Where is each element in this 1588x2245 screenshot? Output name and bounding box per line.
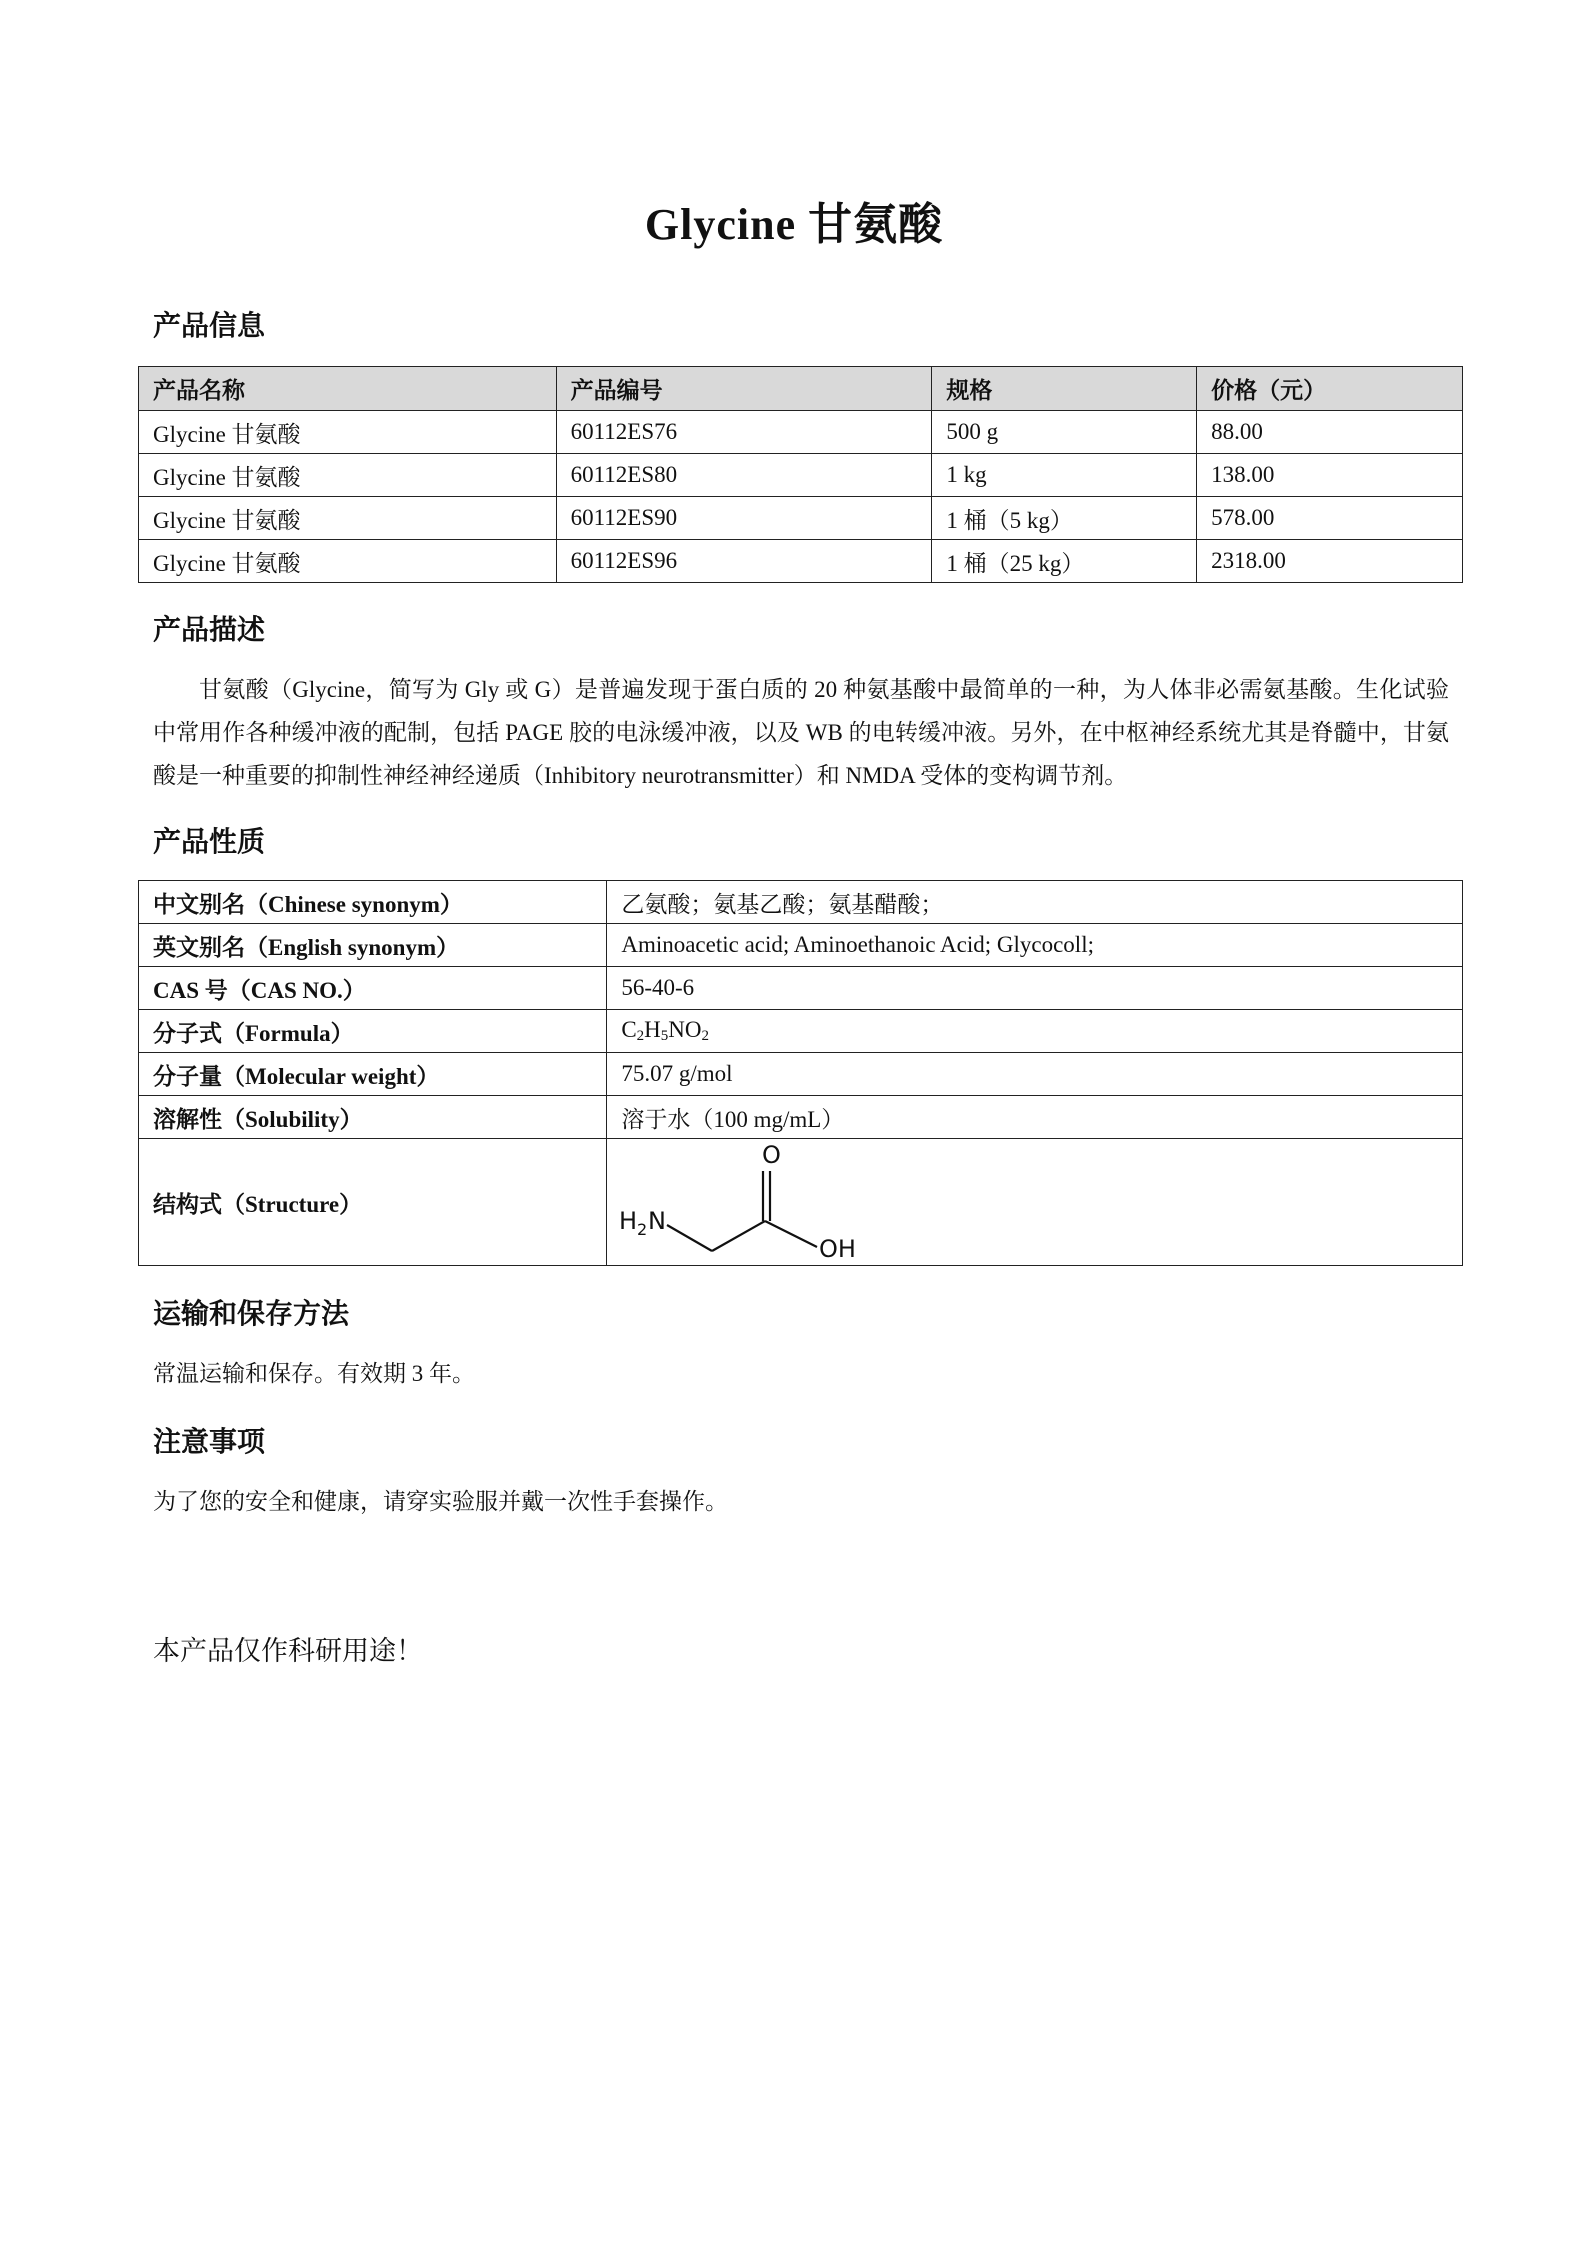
table-row <box>139 540 1463 583</box>
oh-label: OH <box>819 1235 857 1263</box>
cell-spec: 1 桶（25 kg） <box>932 540 1197 583</box>
cell-spec: 1 桶（5 kg） <box>932 497 1197 540</box>
description-paragraph: 甘氨酸（Glycine，简写为 Gly 或 G）是普遍发现于蛋白质的 20 种氨基酸中最简单的一种，为人体非必需氨基酸。生化试验中常用作各种缓冲液的配制，包括 PAGE 胶的电泳缓冲液，以及 WB 的电转缓冲液。另外，在中枢神经系统尤其是脊髓中，甘氨酸是一种重要的抑制性神经神经递质（Inhibitory neurotransmitter）和 NMDA 受体的变构调节剂。 <box>153 677 1449 788</box>
cell-name: Glycine 甘氨酸 <box>139 497 557 540</box>
table-row <box>139 1010 1463 1053</box>
table-row <box>139 411 1463 454</box>
key-structure: 结构式（Structure） <box>139 1139 607 1266</box>
cell-code: 60112ES96 <box>556 540 932 583</box>
value-cas: 56-40-6 <box>607 967 1463 1010</box>
table-header-row <box>139 367 1463 411</box>
table-row <box>139 1053 1463 1096</box>
header-product-code: 产品编号 <box>556 367 932 411</box>
cell-price: 578.00 <box>1197 497 1463 540</box>
bond-n-c <box>667 1225 712 1251</box>
cell-code: 60112ES76 <box>556 411 932 454</box>
table-row <box>139 924 1463 967</box>
o-label: O <box>762 1141 782 1169</box>
table-row <box>139 454 1463 497</box>
cell-name: Glycine 甘氨酸 <box>139 411 557 454</box>
key-english-synonym: 英文别名（English synonym） <box>139 924 607 967</box>
n-label: N <box>648 1207 667 1235</box>
header-spec: 规格 <box>932 367 1197 411</box>
glycine-structure-diagram <box>607 1139 867 1265</box>
heading-storage: 运输和保存方法 <box>153 1299 350 1330</box>
cell-spec: 500 g <box>932 411 1197 454</box>
heading-properties: 产品性质 <box>153 827 266 858</box>
h-label: H <box>619 1207 638 1235</box>
value-solubility: 溶于水（100 mg/mL） <box>607 1096 1463 1139</box>
value-structure <box>607 1139 1463 1266</box>
value-molecular-weight: 75.07 g/mol <box>607 1053 1463 1096</box>
value-formula: $C_2H_5NO_2$ <box>607 1010 1463 1053</box>
product-info-table <box>138 366 1463 583</box>
h-subscript: 2 <box>637 1220 648 1239</box>
heading-description: 产品描述 <box>153 615 266 646</box>
table-row <box>139 497 1463 540</box>
storage-text: 常温运输和保存。有效期 3 年。 <box>153 1361 475 1386</box>
cell-price: 138.00 <box>1197 454 1463 497</box>
key-chinese-synonym: 中文别名（Chinese synonym） <box>139 881 607 924</box>
key-cas: CAS 号（CAS NO.） <box>139 967 607 1010</box>
cell-spec: 1 kg <box>932 454 1197 497</box>
key-molecular-weight: 分子量（Molecular weight） <box>139 1053 607 1096</box>
notes-text: 为了您的安全和健康，请穿实验服并戴一次性手套操作。 <box>153 1489 728 1514</box>
cell-code: 60112ES80 <box>556 454 932 497</box>
table-row <box>139 1096 1463 1139</box>
bond-c-oh <box>765 1221 817 1247</box>
page-title: Glycine 甘氨酸 <box>644 200 944 249</box>
key-solubility: 溶解性（Solubility） <box>139 1096 607 1139</box>
cell-name: Glycine 甘氨酸 <box>139 540 557 583</box>
value-chinese-synonym: 乙氨酸；氨基乙酸；氨基醋酸； <box>607 881 1463 924</box>
cell-price: 88.00 <box>1197 411 1463 454</box>
heading-product-info: 产品信息 <box>153 311 266 342</box>
cell-price: 2318.00 <box>1197 540 1463 583</box>
table-row <box>139 881 1463 924</box>
header-price: 价格（元） <box>1197 367 1463 411</box>
value-english-synonym: Aminoacetic acid; Aminoethanoic Acid; Glycocoll; <box>607 924 1463 967</box>
research-use-notice: 本产品仅作科研用途！ <box>153 1636 423 1666</box>
table-row <box>139 967 1463 1010</box>
properties-table <box>138 880 1463 1266</box>
key-formula: 分子式（Formula） <box>139 1010 607 1053</box>
bond-c-c <box>712 1221 765 1251</box>
table-row <box>139 1139 1463 1266</box>
cell-code: 60112ES90 <box>556 497 932 540</box>
heading-notes: 注意事项 <box>153 1427 266 1458</box>
header-product-name: 产品名称 <box>139 367 557 411</box>
cell-name: Glycine 甘氨酸 <box>139 454 557 497</box>
